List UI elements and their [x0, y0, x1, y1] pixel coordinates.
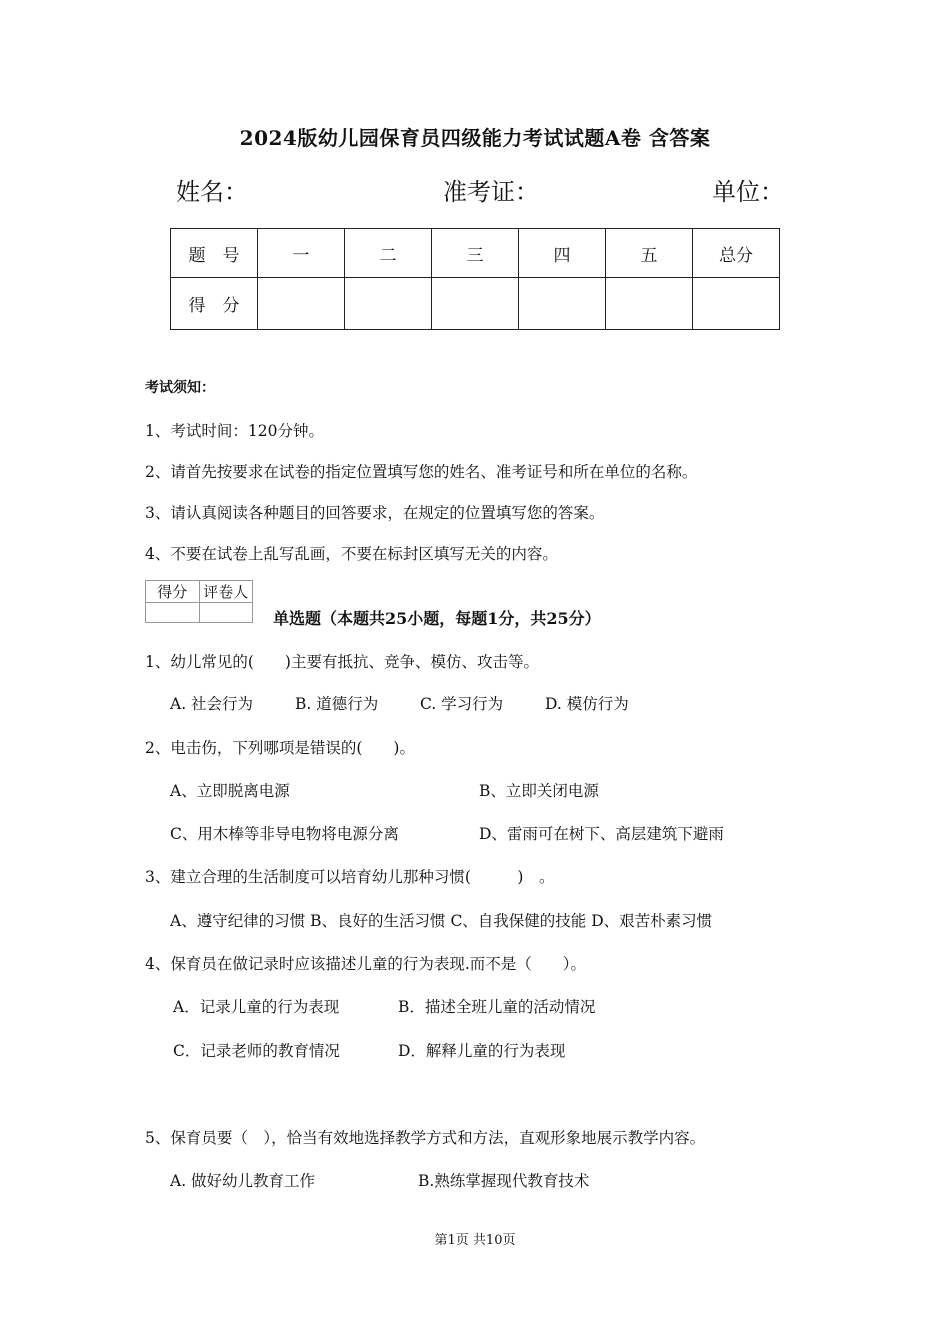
option: A、遵守纪律的习惯 B、良好的生活习惯 C、自我保健的技能 D、艰苦朴素习惯: [170, 912, 713, 930]
page-title: 2024版幼儿园保育员四级能力考试试题A卷 含答案: [239, 126, 711, 150]
notice-item: 3、请认真阅读各种题目的回答要求，在规定的位置填写您的答案。: [145, 504, 605, 522]
grader-box: [145, 580, 253, 623]
notice-item: 4、不要在试卷上乱写乱画，不要在标封区填写无关的内容。: [145, 545, 558, 563]
question-3: 3、建立合理的生活制度可以培育幼儿那种习惯( ) 。: [145, 868, 555, 886]
score-table: [170, 228, 780, 330]
score-row-label: 得 分: [171, 278, 258, 330]
option: D、雷雨可在树下、高层建筑下避雨: [479, 825, 724, 843]
page-footer: 第1页 共10页: [434, 1233, 516, 1248]
option: C．记录老师的教育情况: [173, 1042, 340, 1060]
section-title: 单选题（本题共25小题，每题1分，共25分）: [273, 609, 601, 628]
option: B. 道德行为: [295, 695, 379, 713]
option: D. 模仿行为: [545, 695, 629, 713]
option: C. 学习行为: [420, 695, 504, 713]
score-input-cell[interactable]: [519, 278, 606, 330]
score-input-cell[interactable]: [345, 278, 432, 330]
score-table-header-row: [171, 229, 780, 278]
option: A. 做好幼儿教育工作: [170, 1172, 316, 1190]
unit-field-label: 单位：: [712, 178, 784, 206]
option: C、用木棒等非导电物将电源分离: [170, 825, 399, 843]
score-header-cell: 五: [606, 229, 693, 278]
grader-score-label: 得分: [146, 581, 200, 603]
option: B.熟练掌握现代教育技术: [418, 1172, 590, 1190]
name-field-label: 姓名：: [176, 178, 248, 206]
option: D．解释儿童的行为表现: [398, 1042, 566, 1060]
option: B、立即关闭电源: [479, 782, 599, 800]
score-header-cell: 四: [519, 229, 606, 278]
score-header-cell: 三: [432, 229, 519, 278]
score-input-cell[interactable]: [432, 278, 519, 330]
grader-score-cell[interactable]: [146, 603, 200, 623]
option: A. 社会行为: [170, 695, 254, 713]
score-input-cell[interactable]: [606, 278, 693, 330]
score-header-cell: 二: [345, 229, 432, 278]
question-5: 5、保育员要（ ），恰当有效地选择教学方式和方法，直观形象地展示教学内容。: [145, 1129, 706, 1147]
question-2: 2、电击伤，下列哪项是错误的( )。: [145, 739, 415, 757]
question-4: 4、保育员在做记录时应该描述儿童的行为表现.而不是（ ）。: [145, 955, 587, 973]
score-input-cell[interactable]: [693, 278, 780, 330]
question-1: 1、幼儿常见的( )主要有抵抗、竞争、模仿、攻击等。: [145, 653, 539, 671]
option: A．记录儿童的行为表现: [173, 998, 340, 1016]
score-input-cell[interactable]: [258, 278, 345, 330]
score-header-cell: 一: [258, 229, 345, 278]
notice-heading: 考试须知：: [145, 380, 215, 396]
option: B．描述全班儿童的活动情况: [398, 998, 596, 1016]
option: A、立即脱离电源: [170, 782, 290, 800]
score-header-cell: 总分: [693, 229, 780, 278]
score-header-cell: 题 号: [171, 229, 258, 278]
grader-reviewer-label: 评卷人: [199, 581, 253, 603]
grader-reviewer-cell[interactable]: [199, 603, 253, 623]
notice-item: 2、请首先按要求在试卷的指定位置填写您的姓名、准考证号和所在单位的名称。: [145, 463, 698, 481]
exam-number-field-label: 准考证：: [443, 178, 539, 206]
notice-item: 1、考试时间：120分钟。: [145, 422, 324, 440]
score-table-score-row: [171, 278, 780, 330]
